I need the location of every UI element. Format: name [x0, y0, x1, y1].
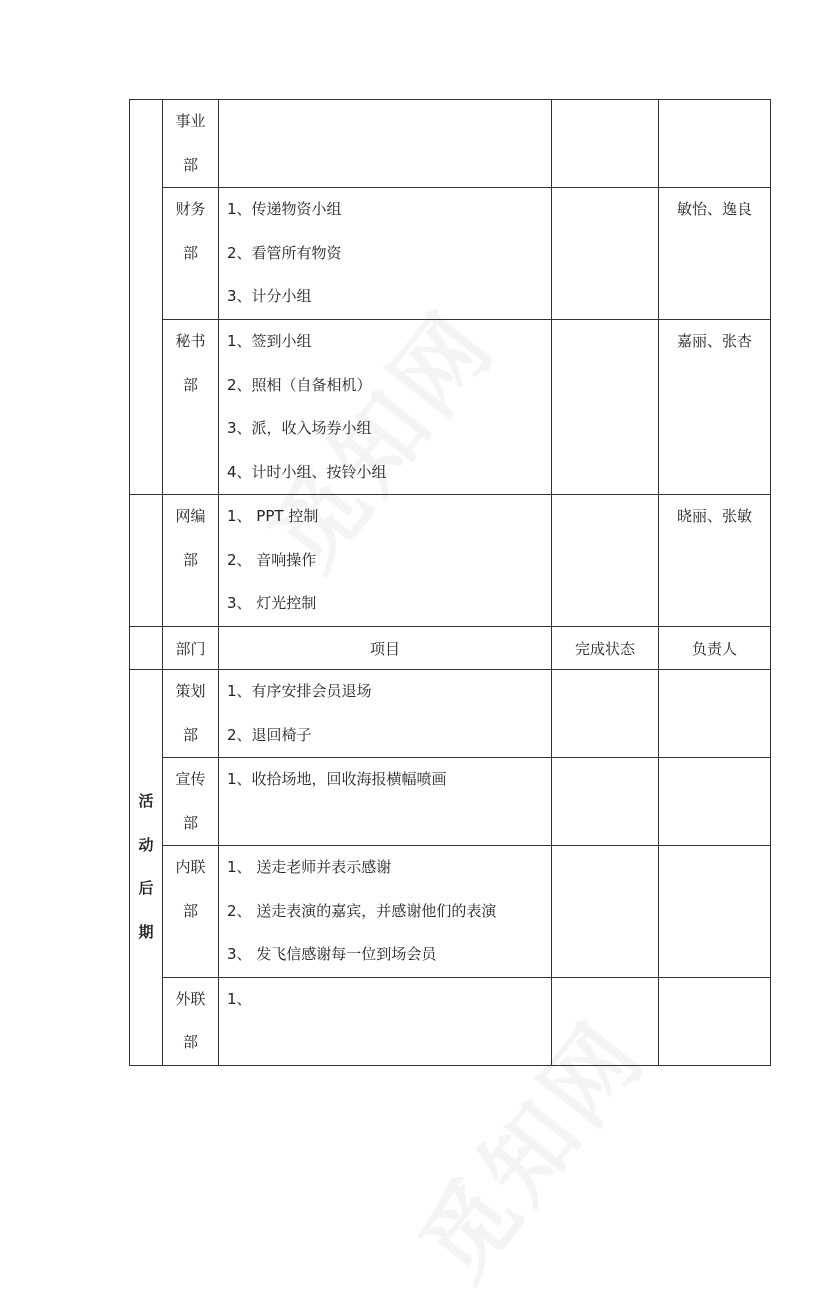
task-table — [129, 99, 771, 1066]
table-row — [130, 977, 771, 1065]
owner-cell: 敏怡、逸良 — [659, 188, 771, 320]
table-row — [130, 320, 771, 495]
list-item: 2、看管所有物资 — [227, 243, 342, 262]
dept-cell: 外联 部 — [163, 977, 219, 1065]
list-item: 1、有序安排会员退场 — [227, 682, 372, 700]
dept-cell: 内联 部 — [163, 846, 219, 978]
items-cell — [219, 977, 552, 1065]
list-item: 1、签到小组 — [227, 332, 312, 350]
status-cell — [552, 495, 659, 627]
items-cell — [219, 670, 552, 758]
list-item: 1、 — [227, 989, 252, 1008]
table-row — [130, 846, 771, 978]
table-row — [130, 758, 771, 846]
list-item: 1、收拾场地，回收海报横幅喷画 — [227, 770, 447, 788]
dept-cell: 宣传 部 — [163, 758, 219, 846]
table-row — [130, 670, 771, 758]
status-cell — [552, 320, 659, 495]
list-item: 3、 灯光控制 — [227, 594, 317, 612]
dept-cell: 事业 部 — [163, 100, 219, 188]
column-header-items: 项目 — [219, 627, 552, 670]
list-item: 2、 送走表演的嘉宾，并感谢他们的表演 — [227, 901, 497, 920]
list-item: 2、退回椅子 — [227, 725, 312, 744]
status-cell — [552, 100, 659, 188]
stage-cell — [130, 495, 163, 627]
table-row — [130, 495, 771, 627]
header-row — [130, 627, 771, 670]
status-cell — [552, 670, 659, 758]
list-item: 1、 PPT 控制 — [227, 507, 319, 525]
column-header-dept: 部门 — [163, 627, 219, 670]
list-item: 2、照相（自备相机） — [227, 375, 372, 394]
items-cell — [219, 320, 552, 495]
items-cell — [219, 100, 552, 188]
items-cell — [219, 188, 552, 320]
stage-label: 活 动 后 期 — [130, 670, 163, 1066]
items-cell — [219, 495, 552, 627]
list-item: 3、派，收入场券小组 — [227, 419, 372, 437]
status-cell — [552, 188, 659, 320]
items-cell — [219, 846, 552, 978]
owner-cell — [659, 100, 771, 188]
column-header-owner: 负责人 — [659, 627, 771, 670]
list-item: 1、 送走老师并表示感谢 — [227, 858, 392, 876]
owner-cell: 晓丽、张敏 — [659, 495, 771, 627]
table-row — [130, 100, 771, 188]
items-cell — [219, 758, 552, 846]
dept-cell: 策划 部 — [163, 670, 219, 758]
table-row — [130, 188, 771, 320]
status-cell — [552, 758, 659, 846]
list-item: 2、 音响操作 — [227, 550, 317, 569]
list-item: 3、计分小组 — [227, 287, 312, 305]
list-item: 1、传递物资小组 — [227, 200, 342, 218]
owner-cell — [659, 846, 771, 978]
list-item: 4、计时小组、按铃小组 — [227, 462, 387, 481]
dept-cell: 秘书 部 — [163, 320, 219, 495]
stage-cell — [130, 627, 163, 670]
dept-cell: 财务 部 — [163, 188, 219, 320]
owner-cell: 嘉丽、张杏 — [659, 320, 771, 495]
column-header-status: 完成状态 — [552, 627, 659, 670]
status-cell — [552, 977, 659, 1065]
stage-cell — [130, 100, 163, 495]
owner-cell — [659, 758, 771, 846]
owner-cell — [659, 670, 771, 758]
list-item: 3、 发飞信感谢每一位到场会员 — [227, 945, 437, 963]
status-cell — [552, 846, 659, 978]
dept-cell: 网编 部 — [163, 495, 219, 627]
owner-cell — [659, 977, 771, 1065]
